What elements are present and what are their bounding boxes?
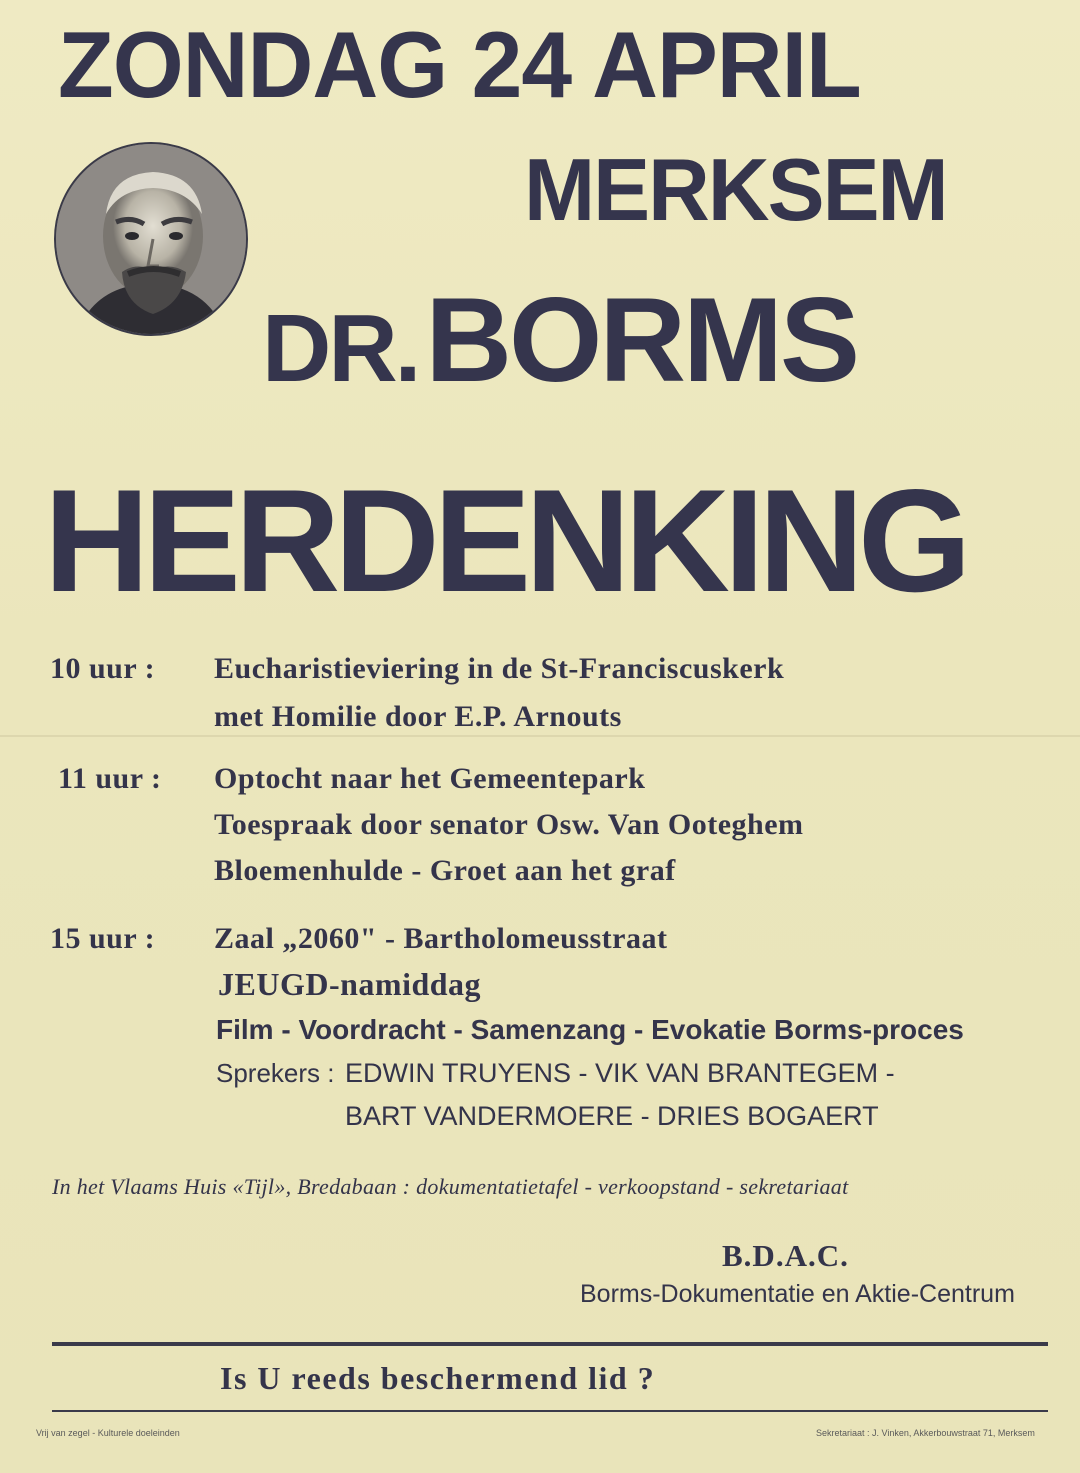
schedule-line: Toespraak door senator Osw. Van Ooteghem	[214, 808, 804, 841]
speakers-line: BART VANDERMOERE - DRIES BOGAERT	[345, 1101, 879, 1131]
speakers-label: Sprekers :	[216, 1058, 335, 1088]
organization-abbr: B.D.A.C.	[722, 1238, 849, 1273]
paper-fold	[0, 735, 1080, 737]
portrait-photo	[54, 142, 248, 336]
schedule-time: 11 uur :	[58, 762, 162, 795]
youth-title: JEUGD-namiddag	[218, 966, 482, 1002]
divider-top	[52, 1342, 1048, 1346]
membership-question: Is U reeds beschermend lid ?	[220, 1360, 656, 1396]
footer-left: Vrij van zegel - Kulturele doeleinden	[36, 1428, 180, 1438]
headline-place: MERKSEM	[524, 140, 947, 239]
headline-date: ZONDAG 24 APRIL	[58, 12, 861, 117]
youth-program: Film - Voordracht - Samenzang - Evokatie Borms-proces	[216, 1014, 964, 1045]
schedule-line: Eucharistieviering in de St-Franciscuskerk	[214, 652, 785, 685]
schedule-time: 15 uur :	[50, 922, 156, 955]
speakers-line: EDWIN TRUYENS - VIK VAN BRANTEGEM -	[345, 1058, 895, 1088]
divider-bottom	[52, 1410, 1048, 1412]
venue-note: In het Vlaams Huis «Tijl», Bredabaan : dokumentatietafel - verkoopstand - sekretariaat	[52, 1174, 849, 1199]
schedule-line: Bloemenhulde - Groet aan het graf	[214, 854, 676, 887]
schedule-line: met Homilie door E.P. Arnouts	[214, 700, 622, 733]
headline-name	[262, 273, 858, 407]
name-prefix: DR.	[262, 295, 419, 402]
schedule-line: Zaal „2060" - Bartholomeusstraat	[214, 922, 668, 955]
schedule-line: Optocht naar het Gemeentepark	[214, 762, 646, 795]
organization-name: Borms-Dokumentatie en Aktie-Centrum	[580, 1280, 1015, 1308]
portrait-figure-icon	[56, 144, 246, 334]
footer-right: Sekretariaat : J. Vinken, Akkerbouwstraat 71, Merksem	[816, 1428, 1035, 1438]
schedule-time: 10 uur :	[50, 652, 156, 685]
name-main: BORMS	[425, 273, 858, 407]
headline-event: HERDENKING	[44, 459, 966, 622]
